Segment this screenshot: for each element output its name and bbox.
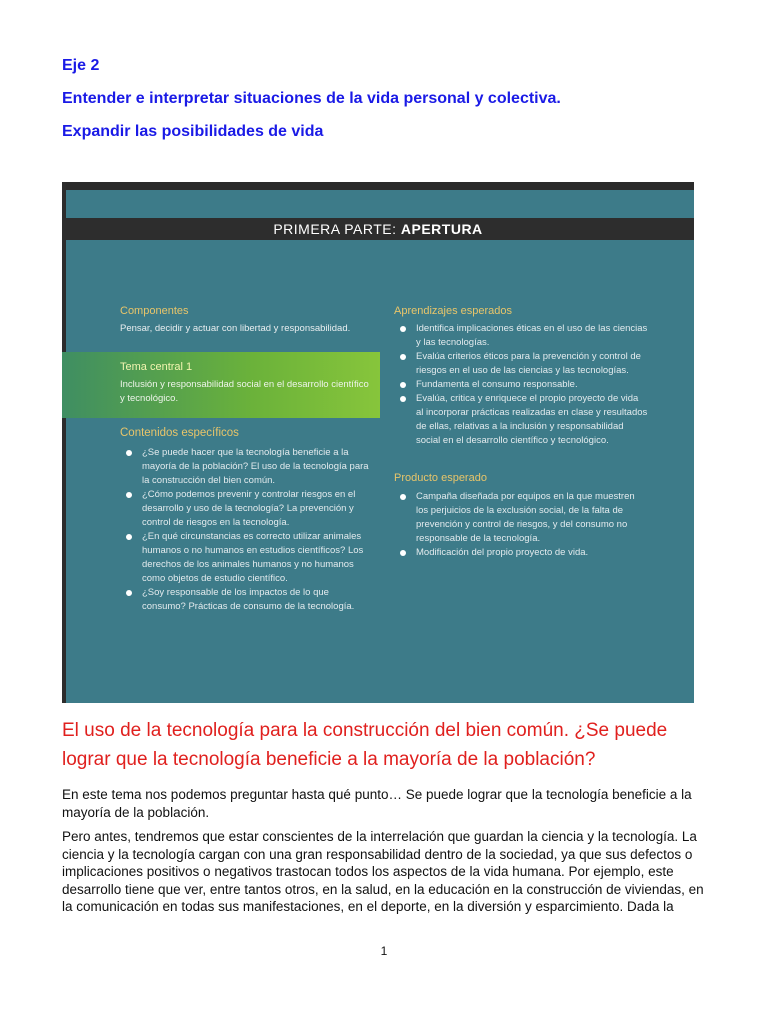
apertura-slide-image bbox=[62, 182, 694, 703]
producto-text: Modificación del propio proyecto de vida. bbox=[416, 547, 589, 558]
list-item bbox=[120, 586, 374, 614]
bullet-icon bbox=[400, 396, 406, 402]
componentes-text: Pensar, decidir y actuar con libertad y responsabilidad. bbox=[120, 323, 351, 334]
slide-title-bold: APERTURA bbox=[400, 221, 483, 237]
slide-title-prefix: PRIMERA PARTE: bbox=[273, 221, 401, 237]
list-item bbox=[394, 322, 648, 350]
list-item bbox=[394, 546, 648, 560]
axis-heading: Eje 2 bbox=[62, 57, 100, 74]
list-item bbox=[394, 378, 648, 392]
bullet-icon bbox=[126, 492, 132, 498]
slide-top-border bbox=[62, 182, 694, 190]
bullet-icon bbox=[400, 326, 406, 332]
aprendizajes-label: Aprendizajes esperados bbox=[394, 305, 513, 317]
aprendizaje-text: Identifica implicaciones éticas en el uso de las ciencias y las tecnologías. bbox=[416, 323, 648, 348]
bullet-icon bbox=[400, 354, 406, 360]
list-item bbox=[394, 490, 648, 546]
list-item bbox=[120, 446, 374, 488]
bullet-icon bbox=[400, 494, 406, 500]
page-number: 1 bbox=[380, 944, 388, 958]
bullet-icon bbox=[400, 550, 406, 556]
slide-left-border bbox=[62, 182, 66, 703]
subheading-understand: Entender e interpretar situaciones de la vida personal y colectiva. bbox=[62, 90, 561, 107]
aprendizajes-list bbox=[394, 322, 648, 448]
body-paragraph: Pero antes, tendremos que estar conscientes de la interrelación que guardan la ciencia y la tecnología. La ciencia y la tecnología cargan con una gran responsabilidad dentro de la sociedad, ya que sus defectos o implicaciones positivos o negativos trastocan todos los aspectos de la vida humana. Por ejemplo, este desarrollo tiene que ver, entre tantos otros, en la salud, en la educación en la construcción de viviendas, en la comunicación en todas sus manifestaciones, en el deporte, en la diversión y esparcimiento. Dada la bbox=[62, 829, 704, 914]
question-heading: El uso de la tecnología para la construcción del bien común. ¿Se puede lograr que la tecnología beneficie a la mayoría de la población? bbox=[62, 720, 668, 770]
bullet-icon bbox=[400, 382, 406, 388]
list-item bbox=[120, 530, 374, 586]
producto-label: Producto esperado bbox=[394, 472, 487, 484]
slide-title-bar bbox=[62, 218, 694, 240]
bullet-icon bbox=[126, 534, 132, 540]
componentes-label: Componentes bbox=[120, 305, 189, 317]
producto-list bbox=[394, 490, 648, 560]
subheading-expand: Expandir las posibilidades de vida bbox=[62, 123, 324, 140]
contenido-text: ¿Cómo podemos prevenir y controlar riesgos en el desarrollo y uso de la tecnología? La prevención y control de riesgos en la tecnología. bbox=[142, 489, 356, 528]
contenidos-list bbox=[120, 446, 374, 614]
bullet-icon bbox=[126, 590, 132, 596]
contenidos-label: Contenidos específicos bbox=[120, 427, 239, 439]
aprendizaje-text: Evalúa criterios éticos para la prevención y control de riesgos en el uso de las ciencias y las tecnologías. bbox=[416, 351, 641, 376]
contenido-text: ¿En qué circunstancias es correcto utilizar animales humanos o no humanos en estudios científicos? Los derechos de los animales humanos y no humanos como objetos de estudio científico. bbox=[142, 531, 364, 584]
contenido-text: ¿Soy responsable de los impactos de lo que consumo? Prácticas de consumo de la tecnología. bbox=[142, 587, 355, 612]
list-item bbox=[394, 350, 648, 378]
list-item bbox=[120, 488, 374, 530]
tema-central-label: Tema central 1 bbox=[120, 361, 193, 373]
tema-central-text: Inclusión y responsabilidad social en el desarrollo científico y tecnológico. bbox=[120, 379, 369, 404]
contenido-text: ¿Se puede hacer que la tecnología beneficie a la mayoría de la población? El uso de la tecnología para la construcción del bien común. bbox=[142, 447, 369, 486]
tema-central-band bbox=[62, 352, 380, 418]
producto-text: Campaña diseñada por equipos en la que muestren los perjuicios de la exclusión social, de la falta de prevención y control de riesgos, y del consumo no responsable de la tecnología. bbox=[416, 491, 635, 544]
intro-paragraph: En este tema nos podemos preguntar hasta qué punto… Se puede lograr que la tecnología beneficie a la mayoría de la población. bbox=[62, 787, 692, 820]
bullet-icon bbox=[126, 450, 132, 456]
aprendizaje-text: Fundamenta el consumo responsable. bbox=[416, 379, 578, 390]
aprendizaje-text: Evalúa, critica y enriquece el propio proyecto de vida al incorporar prácticas realizadas en clase y resultados de ellas, relativas a la inclusión y responsabilidad social en el desarrollo científico y tecnológico. bbox=[416, 393, 648, 446]
list-item bbox=[394, 392, 648, 448]
